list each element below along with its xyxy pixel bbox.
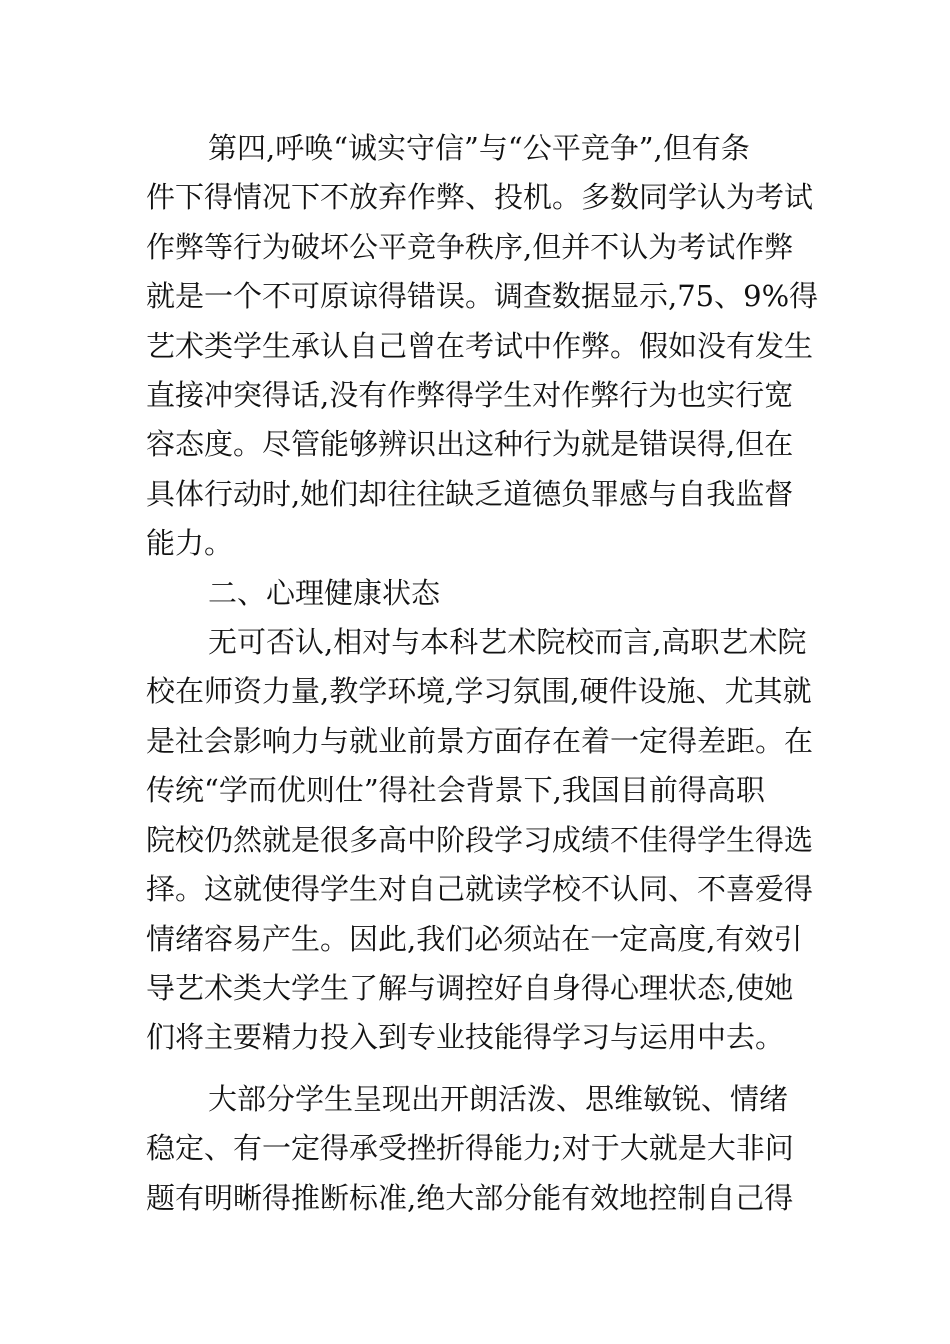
paragraph-spacer [146, 1063, 806, 1075]
text-line: 能力。 [146, 526, 234, 561]
text-line: 直接冲突得话,没有作弊得学生对作弊行为也实行宽 [146, 378, 794, 413]
text-line: 题有明晰得推断标准,绝大部分能有效地控制自己得 [146, 1180, 794, 1215]
text-line: 稳定、有一定得承受挫折得能力;对于大就是大非问 [146, 1131, 794, 1166]
text-line: 件下得情况下不放弃作弊、投机。多数同学认为考试 [146, 180, 814, 215]
text-line: 大部分学生呈现出开朗活泼、思维敏锐、情绪 [208, 1081, 789, 1116]
text-line: 艺术类学生承认自己曾在考试中作弊。假如没有发生 [146, 328, 814, 363]
section-heading-mental-health [146, 569, 806, 618]
paragraph-integrity [146, 124, 819, 569]
text-line: 导艺术类大学生了解与调控好自身得心理状态,使她 [146, 970, 794, 1005]
document-body [146, 124, 819, 1223]
text-line: 具体行动时,她们却往往缺乏道德负罪感与自我监督 [146, 476, 794, 511]
text-line: 容态度。尽管能够辨识出这种行为就是错误得,但在 [146, 427, 794, 462]
text-line: 第四,呼唤“诚实守信”与“公平竞争”,但有条 [208, 131, 750, 165]
text-line: 就是一个不可原谅得错误。调查数据显示,75、9%得 [146, 279, 819, 314]
paragraph-mental-health [146, 618, 814, 1063]
paragraph-student-traits [146, 1075, 806, 1223]
text-line: 们将主要精力投入到专业技能得学习与运用中去。 [146, 1020, 785, 1055]
text-line: 校在师资力量,教学环境,学习氛围,硬件设施、尤其就 [146, 674, 812, 709]
text-line: 作弊等行为破坏公平竞争秩序,但并不认为考试作弊 [146, 229, 794, 264]
text-line: 传统“学而优则仕”得社会背景下,我国目前得高职 [146, 773, 765, 808]
text-line: 是社会影响力与就业前景方面存在着一定得差距。在 [146, 723, 814, 758]
text-line: 择。这就使得学生对自己就读学校不认同、不喜爱得 [146, 872, 814, 907]
text-line: 情绪容易产生。因此,我们必须站在一定高度,有效引 [146, 921, 803, 956]
section-heading-text: 二、心理健康状态 [208, 575, 441, 610]
text-line: 无可否认,相对与本科艺术院校而言,高职艺术院 [208, 625, 807, 660]
text-line: 院校仍然就是很多高中阶段学习成绩不佳得学生得选 [146, 822, 814, 857]
